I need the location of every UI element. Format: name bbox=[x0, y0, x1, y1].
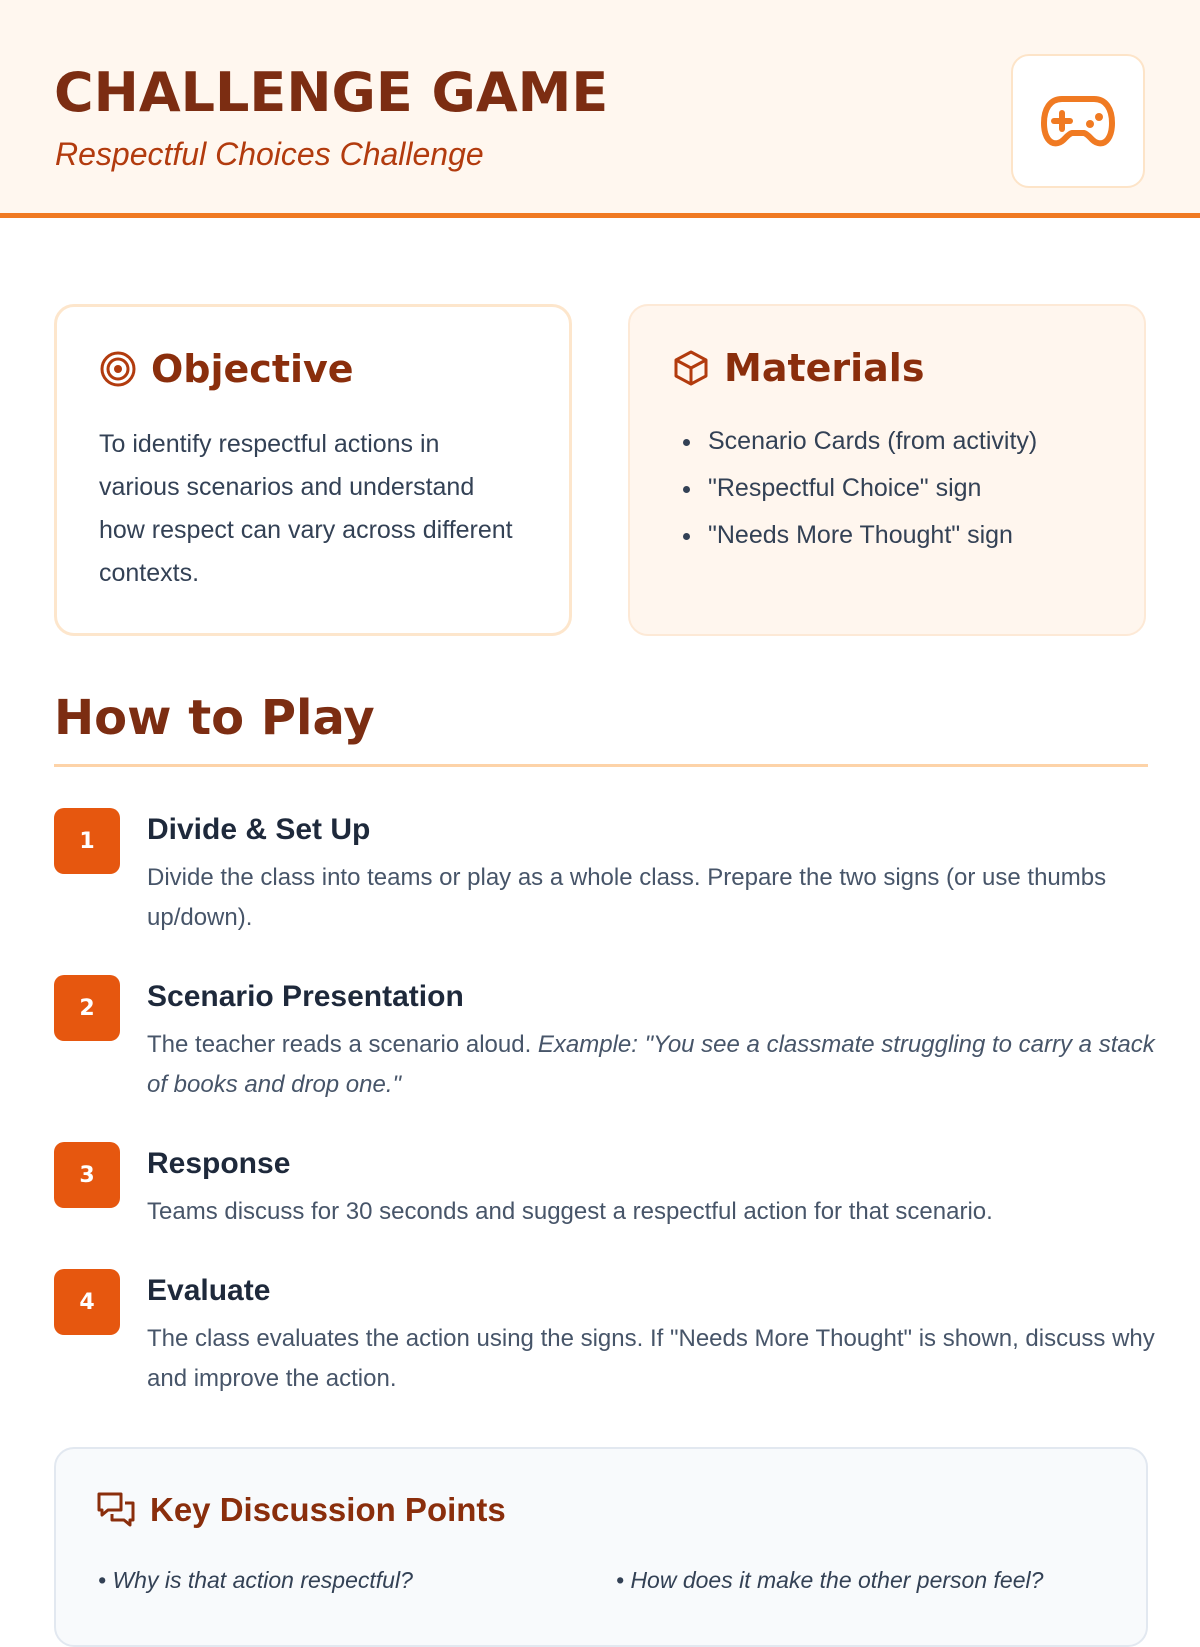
gamepad-icon bbox=[1040, 93, 1116, 149]
discussion-card bbox=[54, 1447, 1148, 1647]
materials-list bbox=[672, 418, 1037, 559]
list-item: • "Respectful Choice" sign bbox=[704, 465, 1037, 512]
discussion-heading: Key Discussion Points bbox=[150, 1491, 506, 1528]
list-item: • "Needs More Thought" sign bbox=[704, 512, 1037, 559]
step-title: Response bbox=[147, 1147, 291, 1180]
step-title: Divide & Set Up bbox=[147, 813, 371, 846]
step-description bbox=[147, 1025, 1157, 1105]
step-description: The class evaluates the action using the signs. If "Needs More Thought" is shown, discuss why and improve the action. bbox=[147, 1325, 1155, 1392]
section-divider bbox=[54, 764, 1148, 767]
step-title: Evaluate bbox=[147, 1274, 271, 1307]
list-item: • Scenario Cards (from activity) bbox=[704, 418, 1037, 465]
page-subtitle: Respectful Choices Challenge bbox=[55, 136, 484, 172]
discussion-point: • How does it make the other person feel? bbox=[616, 1567, 1044, 1593]
step-example: Example: "You see a classmate struggling to carry a stack of books and drop one." bbox=[147, 1031, 1155, 1098]
step-number-badge: 3 bbox=[54, 1142, 120, 1208]
page-title: CHALLENGE GAME bbox=[54, 61, 609, 124]
materials-card bbox=[628, 304, 1146, 636]
step-number-badge: 1 bbox=[54, 808, 120, 874]
objective-card bbox=[54, 304, 572, 636]
target-icon bbox=[99, 350, 137, 388]
step-number-badge: 2 bbox=[54, 975, 120, 1041]
discussion-point: • Why is that action respectful? bbox=[98, 1567, 413, 1593]
step-description: Teams discuss for 30 seconds and suggest a respectful action for that scenario. bbox=[147, 1198, 993, 1225]
step-description-text: The teacher reads a scenario aloud. bbox=[147, 1031, 538, 1058]
objective-heading: Objective bbox=[151, 347, 354, 391]
materials-heading: Materials bbox=[724, 346, 925, 390]
how-to-play-heading: How to Play bbox=[54, 690, 375, 746]
chat-bubbles-icon bbox=[96, 1491, 136, 1529]
step-title: Scenario Presentation bbox=[147, 980, 464, 1013]
objective-text: To identify respectful actions in various scenarios and understand how respect can vary across different contexts. bbox=[99, 430, 513, 587]
step-number-badge: 4 bbox=[54, 1269, 120, 1335]
box-icon bbox=[672, 349, 710, 387]
logo-badge bbox=[1011, 54, 1145, 188]
step-description: Divide the class into teams or play as a whole class. Prepare the two signs (or use thumbs up/down). bbox=[147, 864, 1107, 931]
page-header bbox=[0, 0, 1200, 218]
